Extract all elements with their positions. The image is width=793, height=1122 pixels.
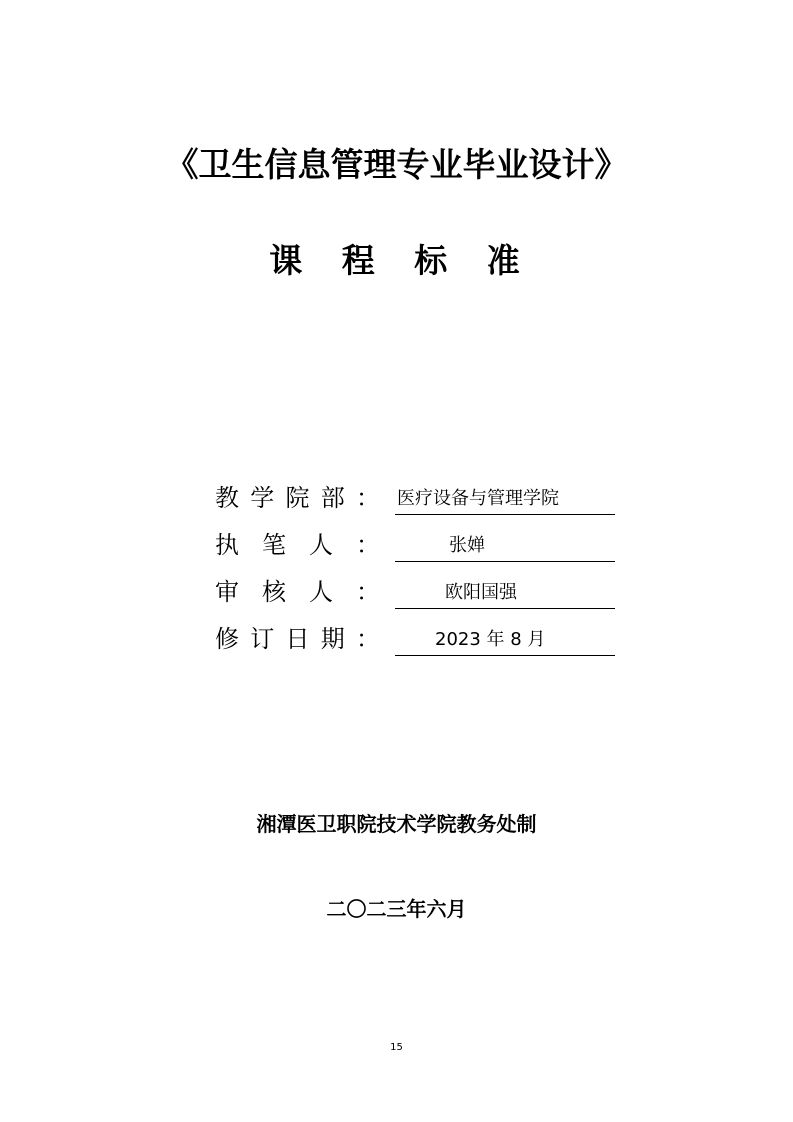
field-value-reviewer-text: 欧阳国强: [445, 582, 517, 603]
field-value-revision-date-text: 2023 年 8 月: [435, 629, 546, 650]
issuing-organization: 湘潭医卫职院技术学院教务处制: [256, 812, 537, 836]
field-row-reviewer: [215, 572, 635, 619]
field-value-revision-date: [395, 625, 615, 656]
field-value-department: [395, 484, 615, 515]
page-number: 15: [390, 1042, 403, 1053]
field-label-department: 教 学 院 部 ：: [215, 484, 380, 512]
field-label-reviewer: 审 核 人 ：: [215, 578, 380, 606]
field-value-author-text: 张婵: [449, 535, 485, 556]
field-row-department: [215, 478, 635, 525]
field-value-reviewer: [395, 578, 615, 609]
document-subtitle: 课 程 标 准: [269, 241, 534, 280]
field-row-revision-date: [215, 619, 635, 666]
field-row-author: [215, 525, 635, 572]
field-label-author: 执 笔 人 ：: [215, 531, 380, 559]
document-title: 《卫生信息管理专业毕业设计》: [165, 145, 628, 184]
field-value-author: [395, 531, 615, 562]
field-label-revision-date: 修 订 日 期 ：: [215, 625, 380, 653]
info-table: [215, 478, 635, 666]
field-value-department-text: 医疗设备与管理学院: [397, 488, 559, 509]
issue-date: 二〇二三年六月: [326, 897, 467, 921]
